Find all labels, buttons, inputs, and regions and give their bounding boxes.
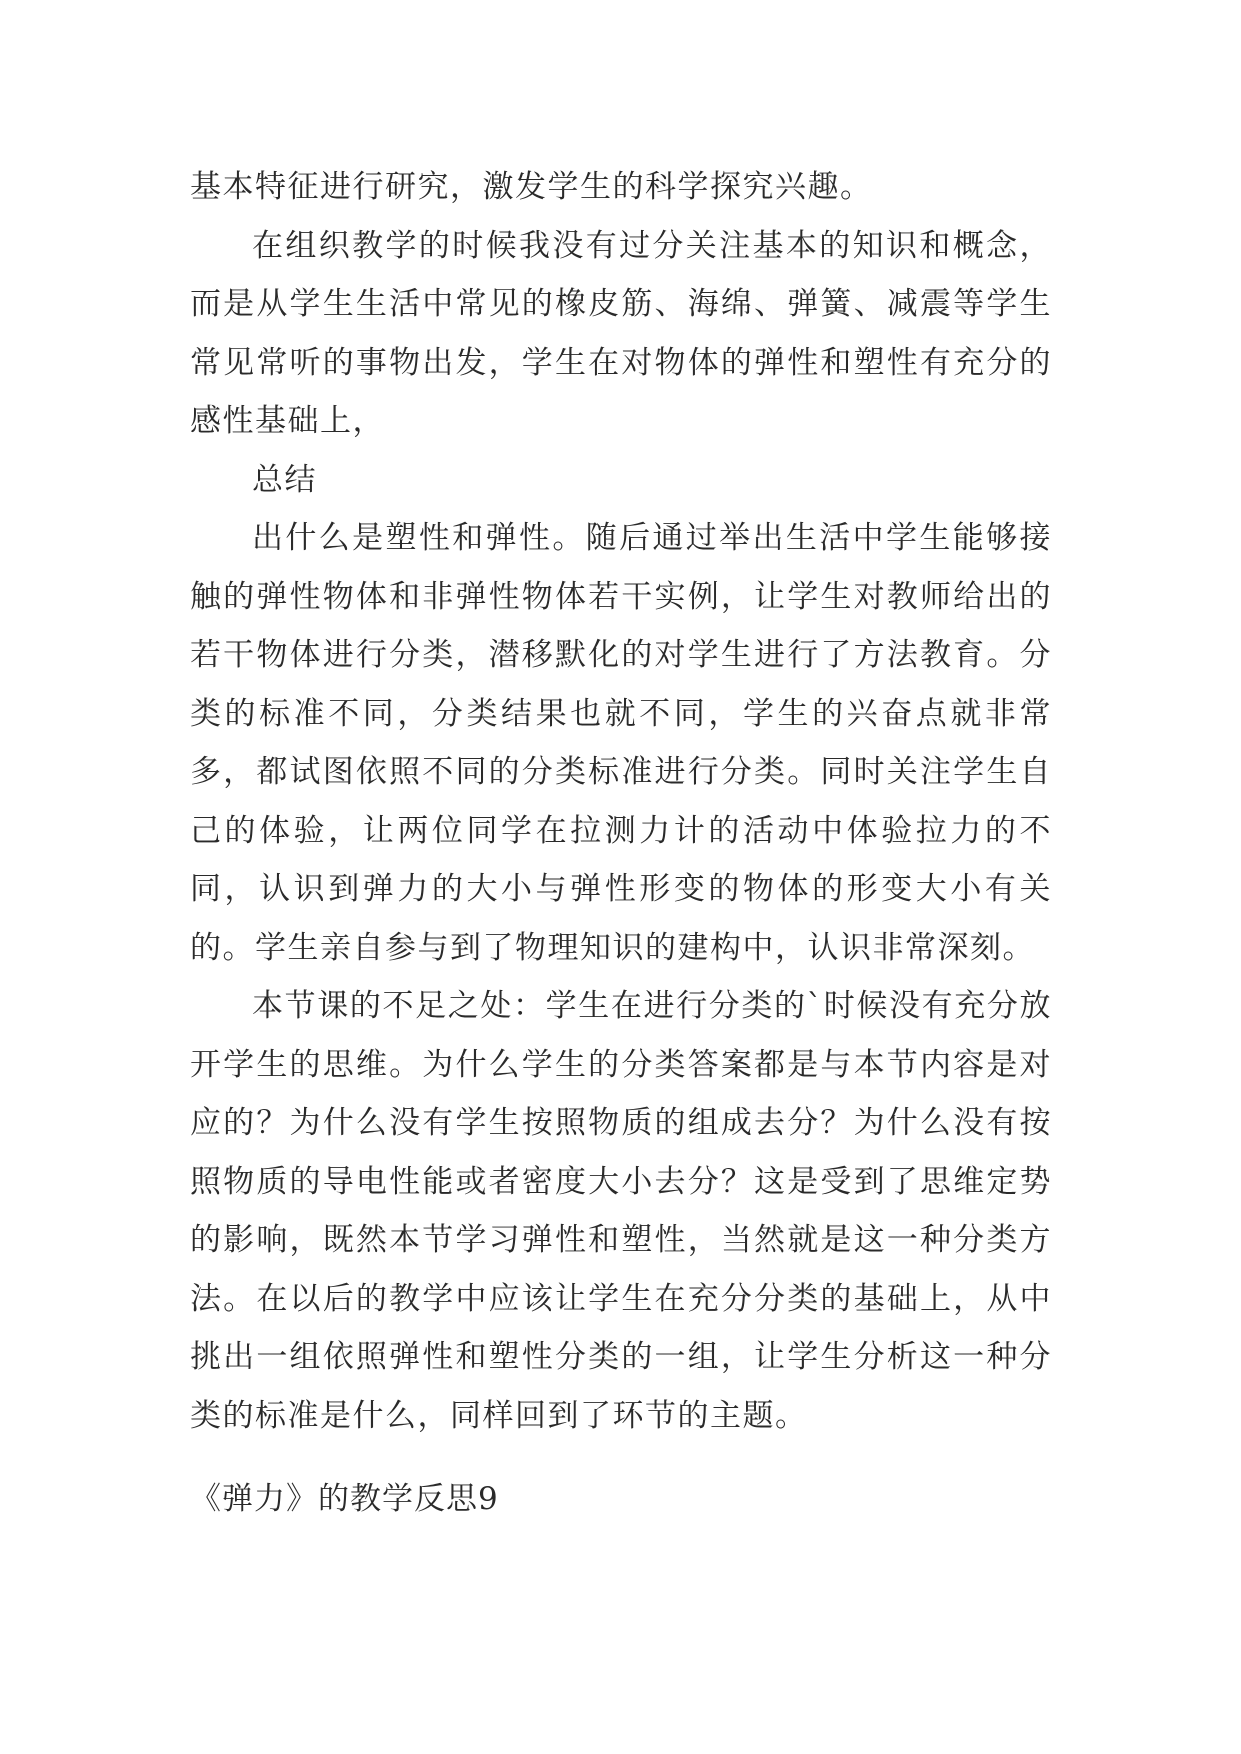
paragraph-1: 基本特征进行研究，激发学生的科学探究兴趣。: [190, 169, 873, 205]
paragraph-5: 本节课的不足之处：学生在进行分类的`时候没有充分放开学生的思维。为什么学生的分类答案都是与本节内容是对应的？为什么没有学生按照物质的组成去分？为什么没有按照物质的导电性能或者密度大小去分？这是受到了思维定势的影响，既然本节学习弹性和塑性，当然就是这一种分类方法。在以后的教学中应该让学生在充分分类的基础上，从中挑出一组依照弹性和塑性分类的一组，让学生分析这一种分类的标准是什么，同样回到了环节的主题。: [190, 988, 1052, 1434]
section-heading: 《弹力》的教学反思9: [190, 1481, 499, 1517]
paragraph-3: 总结: [252, 461, 317, 498]
paragraph-2: 在组织教学的时候我没有过分关注基本的知识和概念，而是从学生生活中常见的橡皮筋、海绵、弹簧、减震等学生常见常听的事物出发，学生在对物体的弹性和塑性有充分的感性基础上，: [190, 227, 1052, 439]
document-body: [190, 158, 1052, 1445]
paragraph-4: 出什么是塑性和弹性。随后通过举出生活中学生能够接触的弹性物体和非弹性物体若干实例，让学生对教师给出的若干物体进行分类，潜移默化的对学生进行了方法教育。分类的标准不同，分类结果也就不同，学生的兴奋点就非常多，都试图依照不同的分类标准进行分类。同时关注学生自己的体验，让两位同学在拉测力计的活动中体验拉力的不同，认识到弹力的大小与弹性形变的物体的形变大小有关的。学生亲自参与到了物理知识的建构中，认识非常深刻。: [190, 520, 1052, 966]
